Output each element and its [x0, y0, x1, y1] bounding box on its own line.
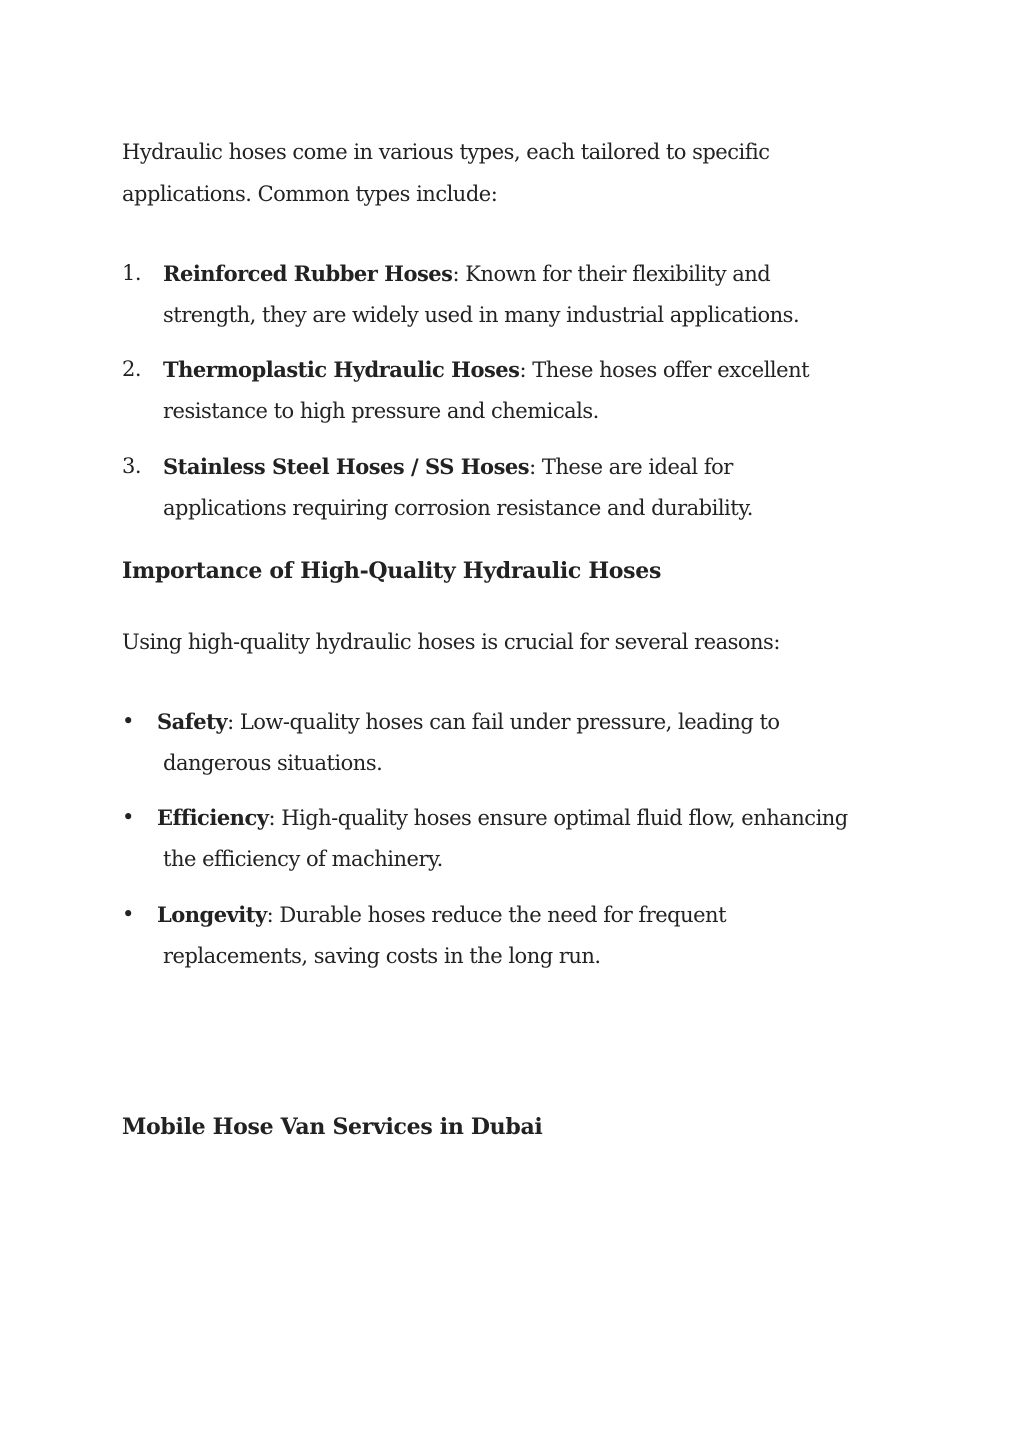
list-item-line-2: strength, they are widely used in many industrial applications. — [163, 303, 800, 327]
bullet-marker: • — [122, 902, 134, 926]
list-item-text — [122, 349, 912, 432]
bullet-line-2: dangerous situations. — [163, 751, 383, 775]
list-number: 1. — [122, 261, 142, 285]
bullet-line-2: the efficiency of machinery. — [163, 847, 443, 871]
list-item-text — [122, 253, 912, 336]
bullet-text — [122, 701, 912, 784]
bullet-line-2: replacements, saving costs in the long run. — [163, 944, 601, 968]
list-item-title: Reinforced Rubber Hoses — [163, 261, 453, 286]
importance-intro: Using high-quality hydraulic hoses is crucial for several reasons: — [122, 630, 780, 654]
bullet-marker: • — [122, 709, 134, 733]
bullet-line-1: : Durable hoses reduce the need for frequent — [266, 903, 727, 927]
list-item-line-2: resistance to high pressure and chemicals. — [163, 399, 599, 423]
bullet-title: Longevity — [157, 902, 267, 927]
list-item-title: Stainless Steel Hoses / SS Hoses — [163, 454, 530, 479]
bullet-line-1: : Low-quality hoses can fail under pressure, leading to — [227, 710, 780, 734]
importance-heading: Importance of High-Quality Hydraulic Hoses — [122, 558, 662, 584]
intro-line-2: applications. Common types include: — [122, 182, 498, 206]
bullet-text — [122, 797, 912, 880]
section-heading-mobile-hose-van: Mobile Hose Van Services in Dubai — [122, 1114, 543, 1140]
bullet-marker: • — [122, 805, 134, 829]
bullet-line-1: : High-quality hoses ensure optimal fluid flow, enhancing — [268, 806, 848, 830]
intro-paragraph — [122, 131, 922, 215]
list-item-line-1: : These are ideal for — [529, 455, 733, 479]
list-item-line-1: : These hoses offer excellent — [519, 358, 810, 382]
list-item-title: Thermoplastic Hydraulic Hoses — [163, 357, 520, 382]
list-item-line-1: : Known for their flexibility and — [452, 262, 771, 286]
bullet-title: Safety — [157, 709, 228, 734]
intro-line-1: Hydraulic hoses come in various types, each tailored to specific — [122, 140, 770, 164]
bullet-title: Efficiency — [157, 805, 269, 830]
list-item-text — [122, 446, 912, 529]
list-number: 3. — [122, 454, 142, 478]
list-number: 2. — [122, 357, 142, 381]
list-item-line-2: applications requiring corrosion resistance and durability. — [163, 496, 753, 520]
bullet-text — [122, 894, 912, 977]
